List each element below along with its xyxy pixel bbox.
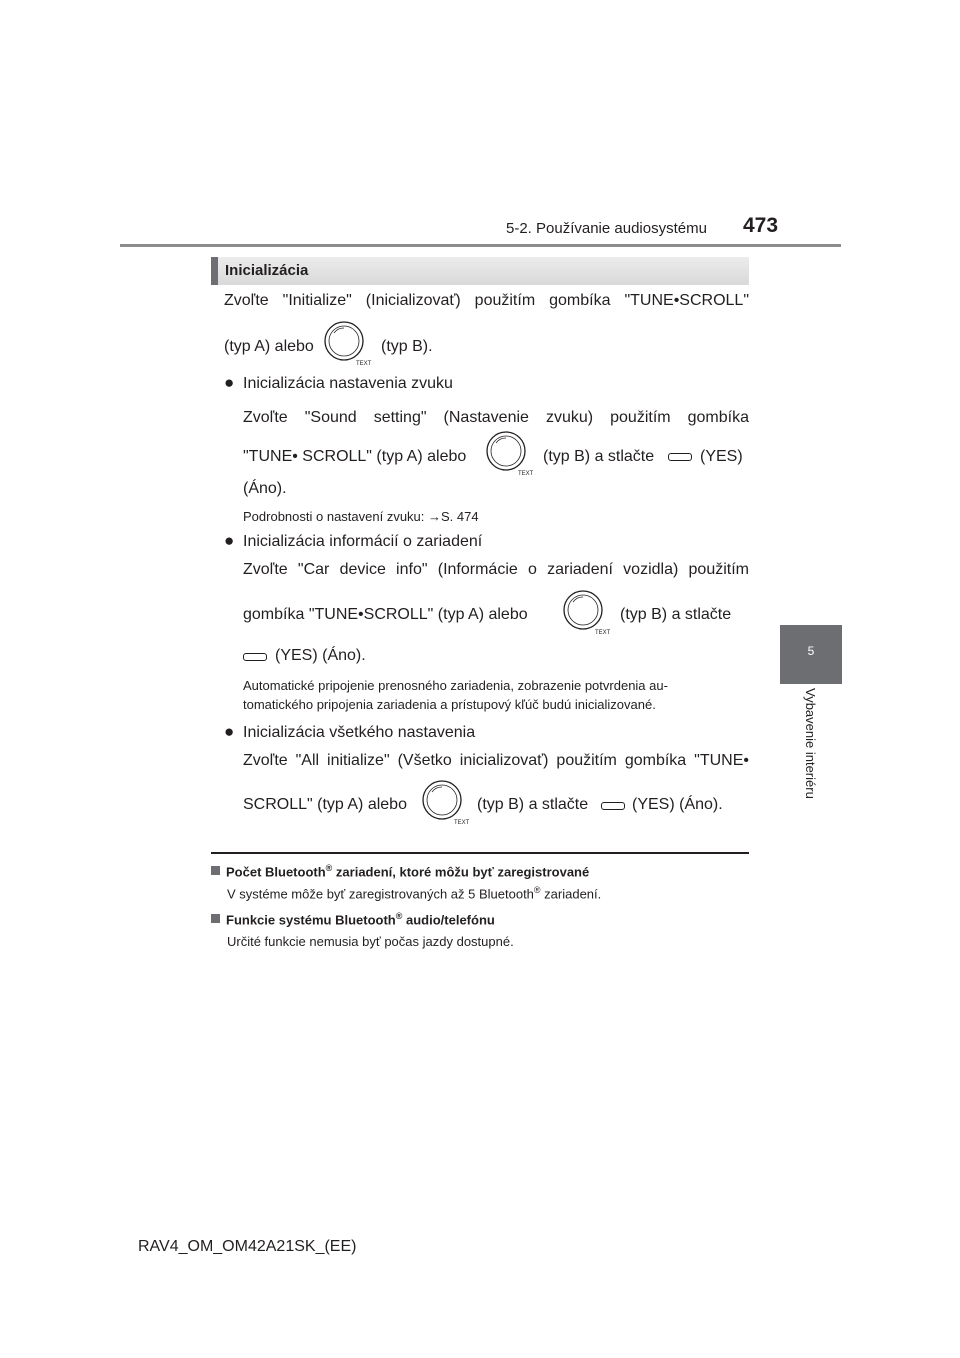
item-note (243, 509, 479, 524)
bullet-icon: ● (224, 531, 235, 550)
item-line-mid: (typ B) a stlačte (477, 796, 589, 813)
document-code: RAV4_OM_OM42A21SK_(EE) (138, 1238, 357, 1255)
chapter-tab-label: Vybavenie interiéru (803, 688, 818, 799)
chapter-tab-number: 5 (807, 644, 815, 658)
bullet-icon: ● (224, 722, 235, 741)
intro-line-2-pre: (typ A) alebo (224, 338, 314, 355)
item-line: Zvoľte "Sound setting" (Nastavenie zvuku) použitím gombíka (243, 409, 749, 426)
tune-knob-icon (486, 430, 536, 476)
item-note-line: Automatické pripojenie prenosného zariadenia, zobrazenie potvrdenia au- (243, 678, 668, 693)
tune-knob-icon (422, 779, 472, 825)
header-divider (120, 244, 841, 247)
section-heading (211, 257, 749, 285)
note-heading: Funkcie systému Bluetooth® audio/telefónu (211, 911, 495, 927)
item-title: Inicializácia nastavenia zvuku (243, 375, 453, 392)
item-line-pre: SCROLL" (typ A) alebo (243, 796, 407, 813)
yes-button-icon (668, 453, 692, 461)
item-line-post: (YES) (Áno). (632, 796, 723, 813)
square-bullet-icon (211, 866, 220, 875)
item-line-mid: (typ B) a stlačte (543, 448, 655, 465)
note-text: Určité funkcie nemusia byť počas jazdy dostupné. (227, 934, 514, 949)
note-heading: Počet Bluetooth® zariadení, ktoré môžu byť zaregistrované (211, 863, 589, 879)
chapter-tab-label-wrap (800, 688, 820, 828)
notes-divider (211, 852, 749, 854)
item-note-text: Podrobnosti o nastavení zvuku: (243, 509, 429, 524)
knob-text-label: TEXT (518, 471, 534, 476)
section-title: Inicializácia (225, 262, 309, 279)
knob-text-label: TEXT (595, 630, 611, 635)
page-reference: S. 474 (441, 509, 479, 524)
item-line: (Áno). (243, 480, 287, 497)
item-line-post: (typ B) a stlačte (620, 606, 732, 623)
item-title: Inicializácia informácií o zariadení (243, 533, 483, 550)
item-line-pre: "TUNE• SCROLL" (typ A) alebo (243, 448, 467, 465)
chapter-tab (780, 625, 842, 684)
intro-line-1: Zvoľte "Initialize" (Inicializovať) použitím gombíka "TUNE•SCROLL" (224, 292, 749, 309)
yes-button-icon (243, 653, 267, 661)
tune-knob-icon (324, 320, 374, 366)
knob-text-label: TEXT (356, 361, 372, 366)
item-line-pre: gombíka "TUNE•SCROLL" (typ A) alebo (243, 606, 528, 623)
yes-button-icon (601, 802, 625, 810)
item-note-line: tomatického pripojenia zariadenia a prístupový kľúč budú inicializované. (243, 697, 656, 712)
page-number: 473 (743, 214, 779, 237)
item-line: Zvoľte "Car device info" (Informácie o zariadení vozidla) použitím (243, 561, 749, 578)
chapter-section-heading: 5-2. Používanie audiosystému (506, 220, 707, 237)
square-bullet-icon (211, 914, 220, 923)
intro-line-2-post: (typ B). (381, 338, 433, 355)
item-line: Zvoľte "All initialize" (Všetko inicializovať) použitím gombíka "TUNE• (243, 752, 749, 769)
item-line-post: (YES) (700, 448, 743, 465)
note-text: V systéme môže byť zaregistrovaných až 5 Bluetooth® zariadení. (227, 885, 602, 902)
item-title: Inicializácia všetkého nastavenia (243, 724, 476, 741)
item-line: (YES) (Áno). (275, 647, 366, 664)
bullet-icon: ● (224, 373, 235, 392)
arrow-icon: → (428, 509, 442, 524)
tune-knob-icon (563, 589, 613, 635)
section-heading-bar (211, 257, 218, 285)
knob-text-label: TEXT (454, 820, 470, 825)
